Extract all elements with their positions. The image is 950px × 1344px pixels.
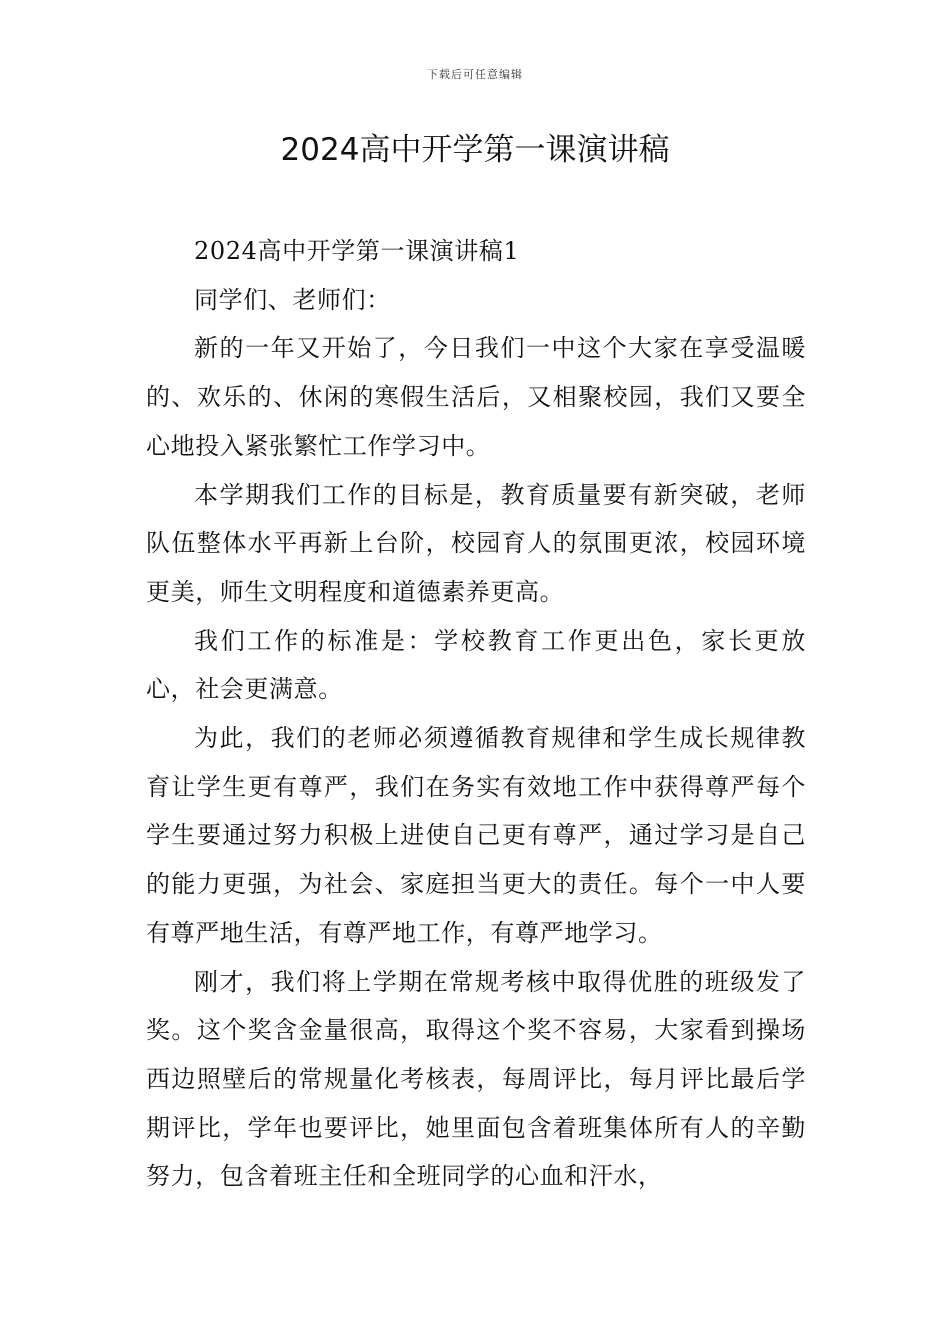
paragraph: 刚才，我们将上学期在常规考核中取得优胜的班级发了奖。这个奖含金量很高，取得这个奖不容易，大家看到操场西边照壁后的常规量化考核表，每周评比，每月评比最后学期评比，学年也要评比，她里面包含着班集体所有人的辛勤努力，包含着班主任和全班同学的心血和汗水， [146, 967, 806, 1191]
paragraph: 新的一年又开始了，今日我们一中这个大家在享受温暖的、欢乐的、休闲的寒假生活后，又相聚校园，我们又要全心地投入紧张繁忙工作学习中。 [146, 334, 806, 460]
document-title: 2024高中开学第一课演讲稿 [280, 132, 670, 168]
paragraph: 为此，我们的老师必须遵循教育规律和学生成长规律教育让学生更有尊严，我们在务实有效地工作中获得尊严每个学生要通过努力积极上进使自己更有尊严，通过学习是自己的能力更强，为社会、家庭担当更大的责任。每个一中人要有尊严地生活，有尊严地工作，有尊严地学习。 [146, 724, 806, 947]
document-body [146, 227, 806, 1201]
paragraph: 我们工作的标准是：学校教育工作更出色，家长更放心，社会更满意。 [146, 626, 806, 704]
paragraph: 本学期我们工作的目标是，教育质量要有新突破，老师队伍整体水平再新上台阶，校园育人的氛围更浓，校园环境更美，师生文明程度和道德素养更高。 [146, 480, 806, 606]
paragraph-greeting: 同学们、老师们： [194, 285, 391, 314]
paragraph-subtitle: 2024高中开学第一课演讲稿1 [194, 237, 520, 265]
header-note: 下载后可任意编辑 [427, 68, 523, 81]
